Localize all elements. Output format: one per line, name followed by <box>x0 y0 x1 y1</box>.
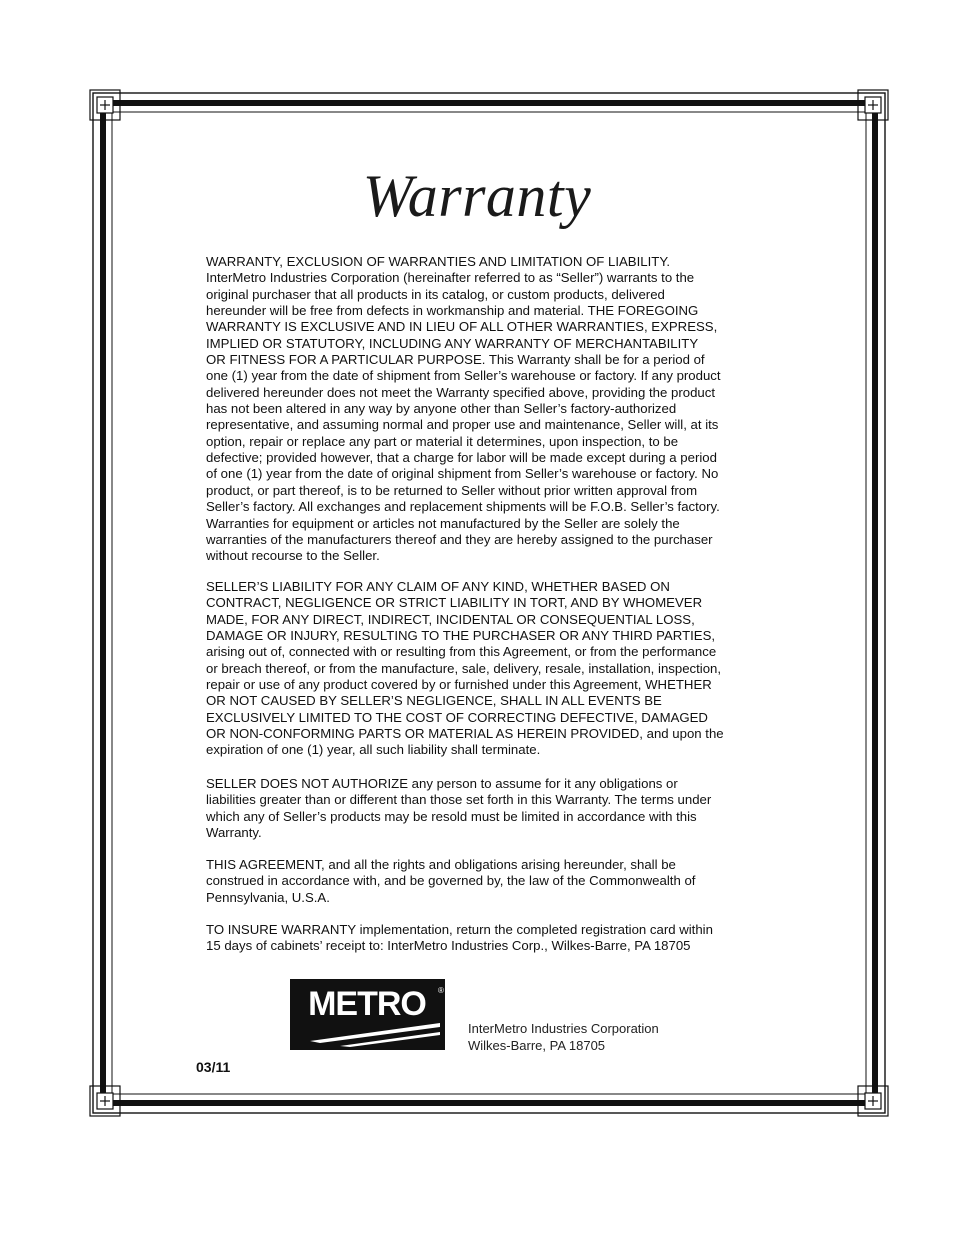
paragraph <box>206 579 762 759</box>
page-title: Warranty <box>362 163 592 229</box>
paragraph-line: construed in accordance with, and be governed by, the law of the Commonwealth of <box>206 873 696 889</box>
logo-registered-mark: ® <box>438 986 444 995</box>
paragraph-line: product, or part thereof, is to be returned to Seller without prior written approval from <box>206 482 698 498</box>
paragraph-line: OR NOT CAUSED BY SELLER’S NEGLIGENCE, SHALL IN ALL EVENTS BE <box>206 693 662 709</box>
paragraph-line: Seller’s factory. All exchanges and replacement shipments will be F.O.B. Seller’s factory. <box>206 499 720 515</box>
paragraph-line: WARRANTY, EXCLUSION OF WARRANTIES AND LIMITATION OF LIABILITY. <box>206 254 671 269</box>
paragraph-line: WARRANTY IS EXCLUSIVE AND IN LIEU OF ALL OTHER WARRANTIES, EXPRESS, <box>206 319 718 335</box>
company-address: Wilkes-Barre, PA 18705 <box>468 1038 606 1053</box>
paragraph-line: CONTRACT, NEGLIGENCE OR STRICT LIABILITY IN TORT, AND BY WHOMEVER <box>206 595 703 611</box>
paragraph-line: SELLER’S LIABILITY FOR ANY CLAIM OF ANY KIND, WHETHER BASED ON <box>206 579 670 594</box>
paragraph-line: delivered hereunder does not meet the Warranty specified above, providing the product <box>206 384 715 400</box>
paragraph <box>206 776 762 841</box>
paragraph-line: of one (1) year from the date of original shipment from Seller’s warehouse or factory. No <box>206 466 719 482</box>
paragraph-line: or breach thereof, or from the manufacture, sale, delivery, resale, installation, inspection, <box>206 660 722 676</box>
paragraph-line: one (1) year from the date of shipment from Seller’s warehouse or factory. If any product <box>206 368 721 384</box>
paragraph-line: THIS AGREEMENT, and all the rights and obligations arising hereunder, shall be <box>206 857 676 872</box>
paragraph-line: which any of Seller’s products may be resold must be limited in accordance with this <box>206 808 697 824</box>
company-address-block <box>468 1020 659 1054</box>
paragraph-line: arising out of, connected with or resulting from this Agreement, or from the performance <box>206 644 717 660</box>
paragraph-line: Warranty. <box>206 825 262 841</box>
paragraph-line: TO INSURE WARRANTY implementation, return the completed registration card within <box>206 922 713 937</box>
paragraph-line: original purchaser that all products in its catalog, or custom products, delivered <box>206 286 665 302</box>
paragraph-line: repair or use of any product covered by or furnished under this Agreement, WHETHER <box>206 677 712 693</box>
paragraph-line: EXCLUSIVELY LIMITED TO THE COST OF CORRECTING DEFECTIVE, DAMAGED <box>206 709 708 725</box>
paragraph-line: DAMAGE OR INJURY, RESULTING TO THE PURCHASER OR ANY THIRD PARTIES, <box>206 628 716 644</box>
revision-date: 03/11 <box>196 1059 231 1075</box>
paragraph-line: MADE, FOR ANY DIRECT, INDIRECT, INCIDENTAL OR CONSEQUENTIAL LOSS, <box>206 611 695 627</box>
paragraph-line: hereunder will be free from defects in workmanship and material. THE FOREGOING <box>206 303 699 319</box>
paragraph-line: OR NON-CONFORMING PARTS OR MATERIAL AS HEREIN PROVIDED, and upon the <box>206 726 724 742</box>
paragraph <box>206 254 762 565</box>
paragraph-line: without recourse to the Seller. <box>206 548 380 564</box>
paragraph <box>206 922 762 955</box>
metro-logo <box>290 979 445 1050</box>
paragraph-line: defective; provided however, that a charge for labor will be made except during a period <box>206 450 717 466</box>
logo-wordmark: METRO <box>308 985 426 1023</box>
paragraph-line: InterMetro Industries Corporation (hereinafter referred to as “Seller”) warrants to the <box>206 270 695 286</box>
paragraph-line: Pennsylvania, U.S.A. <box>206 889 330 905</box>
paragraph-line: liabilities greater than or different than those set forth in this Warranty. The terms under <box>206 792 712 808</box>
paragraph-line: has not been altered in any way by anyone other than Seller’s factory-authorized <box>206 401 677 417</box>
paragraph-line: warranties of the manufacturers thereof and they are hereby assigned to the purchaser <box>206 531 713 547</box>
paragraph-line: option, repair or replace any part or material it determines, upon inspection, to be <box>206 433 679 449</box>
company-name: InterMetro Industries Corporation <box>468 1021 659 1036</box>
paragraph-line: representative, and assuming normal and proper use and maintenance, Seller will, at its <box>206 417 719 433</box>
paragraph-line: expiration of one (1) year, all such liability shall terminate. <box>206 742 541 758</box>
paragraph-line: SELLER DOES NOT AUTHORIZE any person to assume for it any obligations or <box>206 776 678 791</box>
paragraph-line: Warranties for equipment or articles not manufactured by the Seller are solely the <box>206 515 680 531</box>
paragraph-line: OR FITNESS FOR A PARTICULAR PURPOSE. This Warranty shall be for a period of <box>206 352 705 368</box>
paragraph <box>206 857 762 906</box>
paragraph-line: 15 days of cabinets’ receipt to: InterMetro Industries Corp., Wilkes-Barre, PA 18705 <box>206 938 691 954</box>
paragraph-line: IMPLIED OR STATUTORY, INCLUDING ANY WARRANTY OF MERCHANTABILITY <box>206 335 699 351</box>
